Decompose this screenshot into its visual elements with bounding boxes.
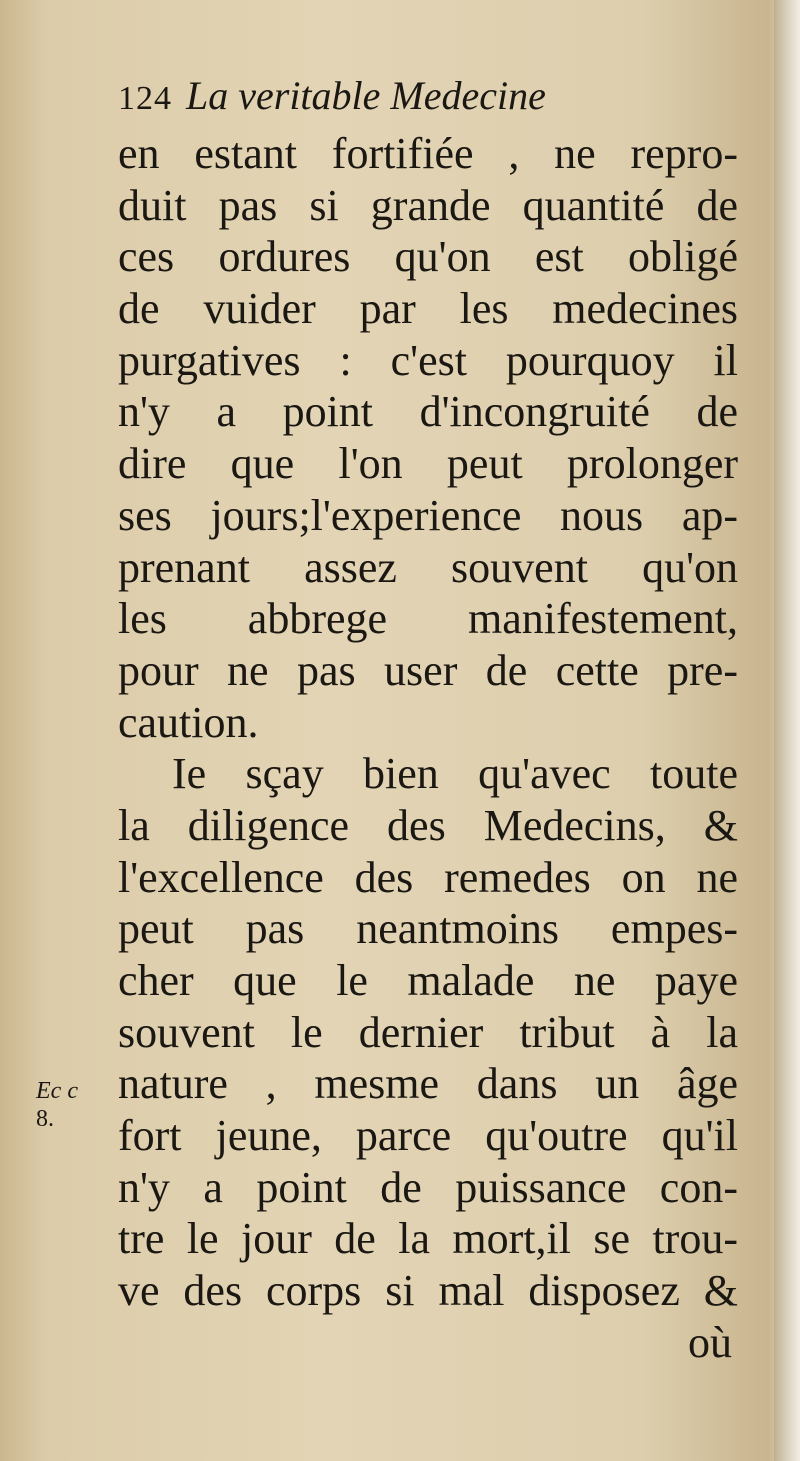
text-line: purgatives : c'est pourquoy il xyxy=(118,335,738,385)
text-line: tre le jour de la mort,il se trou- xyxy=(118,1214,738,1264)
text-line: ces ordures qu'on est obligé xyxy=(118,232,738,282)
text-line: n'y a point d'incongruité de xyxy=(118,387,738,437)
text-line: peut pas neantmoins empes- xyxy=(118,904,738,954)
text-line: fort jeune, parce qu'outre qu'il xyxy=(118,1111,738,1161)
body-text xyxy=(118,128,738,1369)
catchword: où xyxy=(688,1317,732,1367)
text-line: en estant fortifiée , ne repro- xyxy=(118,129,738,178)
text-line: dire que l'on peut prolonger xyxy=(118,439,738,489)
paragraph-start-line: Ie sçay bien qu'avec toute xyxy=(172,749,738,799)
text-line: ses jours;l'experience nous ap- xyxy=(118,490,738,540)
running-title: La veritable Medecine xyxy=(186,73,546,118)
text-line: cher que le malade ne paye xyxy=(118,956,738,1005)
marginal-note xyxy=(36,1077,116,1133)
text-line: les abbrege manifestement, xyxy=(118,594,738,644)
text-line: souvent le dernier tribut à la xyxy=(118,1007,738,1057)
text-line: caution. xyxy=(118,697,259,747)
text-line: ve des corps si mal disposez & xyxy=(118,1266,738,1316)
running-head xyxy=(118,72,546,122)
marginal-note-ref: Ec c xyxy=(36,1078,78,1104)
text-line: l'excellence des remedes on ne xyxy=(118,852,738,902)
text-line: prenant assez souvent qu'on xyxy=(118,542,738,592)
text-line: n'y a point de puissance con- xyxy=(118,1162,738,1212)
page-number: 124 xyxy=(118,80,172,117)
marginal-note-verse: 8. xyxy=(36,1106,54,1132)
text-line: nature , mesme dans un âge xyxy=(118,1059,738,1109)
text-line: pour ne pas user de cette pre- xyxy=(118,645,738,695)
text-line: de vuider par les medecines xyxy=(118,284,738,334)
text-line: la diligence des Medecins, & xyxy=(118,800,738,850)
text-line: duit pas si grande quantité de xyxy=(118,180,738,230)
